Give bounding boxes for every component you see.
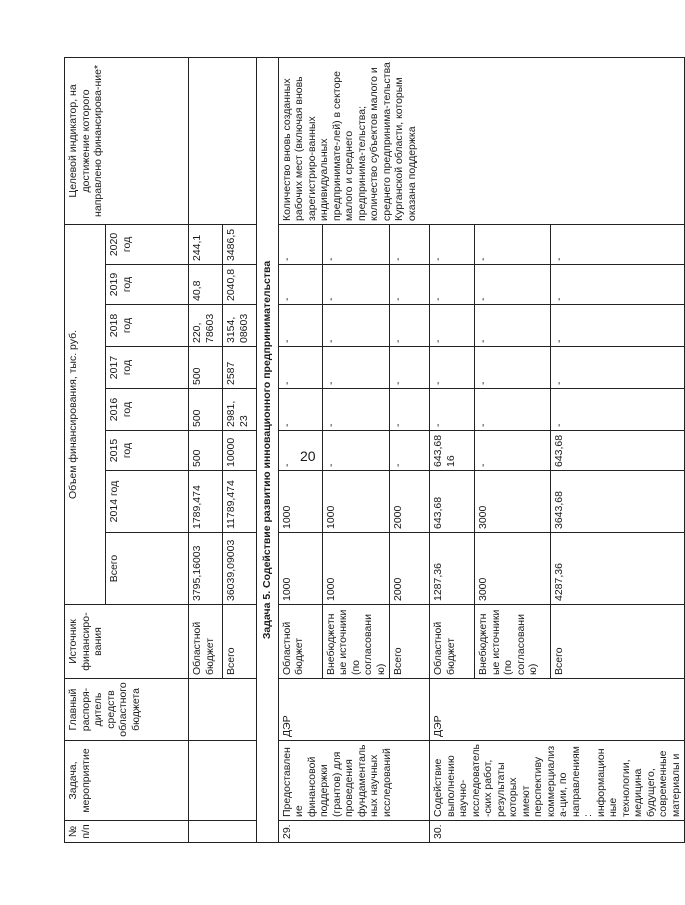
- col-indicator-header: Целевой индикатор, на достижение которого направлено финансирова-ние*: [65, 57, 189, 224]
- task-cell: Содействие выполнению научно-исследователь-ских работ, результаты которых имеют перспективу коммерциализа-ции, по направлениям: информационные технологии, медицина будущего, современные материалы и: [430, 741, 685, 821]
- value-cell: 244,1: [189, 224, 223, 264]
- section-title: Задача 5. Содействие развитию инновационного предпринимательства: [257, 57, 279, 842]
- value-cell: -: [322, 305, 390, 347]
- value-cell: -: [390, 265, 430, 305]
- value-cell: -: [390, 224, 430, 264]
- value-cell: -: [278, 224, 322, 264]
- total-cell: 1287,36: [430, 533, 475, 605]
- value-cell: -: [322, 347, 390, 389]
- total-cell: 3000: [475, 533, 551, 605]
- value-cell: -: [430, 265, 475, 305]
- value-cell: -: [475, 305, 551, 347]
- value-cell: -: [390, 389, 430, 431]
- value-cell: -: [551, 347, 685, 389]
- value-cell: -: [430, 305, 475, 347]
- value-cell: -: [322, 431, 390, 471]
- value-cell: -: [551, 224, 685, 264]
- value-cell: -: [322, 389, 390, 431]
- value-cell: -: [390, 347, 430, 389]
- value-cell: 40,8: [189, 265, 223, 305]
- col-year-header: 2018 год: [106, 305, 189, 347]
- source-cell: Всего: [223, 605, 257, 679]
- col-total-header: Всего: [106, 533, 189, 605]
- col-year-header: 2016 год: [106, 389, 189, 431]
- executor-cell: ДЭР: [430, 679, 685, 741]
- value-cell: -: [278, 431, 322, 471]
- value-cell: 3000: [475, 471, 551, 533]
- total-cell: 3795,16003: [189, 533, 223, 605]
- value-cell: 1000: [278, 471, 322, 533]
- col-year-header: 2015 год: [106, 431, 189, 471]
- value-cell: 643,68: [430, 471, 475, 533]
- value-cell: 2981, 23: [223, 389, 257, 431]
- col-executor-header: Главный распоря-дитель средств областного бюджета: [65, 679, 189, 741]
- value-cell: -: [390, 305, 430, 347]
- value-cell: 500: [189, 389, 223, 431]
- col-year-header: 2014 год: [106, 471, 189, 533]
- source-cell: Областной бюджет: [189, 605, 223, 679]
- value-cell: 1000: [322, 471, 390, 533]
- value-cell: 643,68 16: [430, 431, 475, 471]
- value-cell: 11789,474: [223, 471, 257, 533]
- table-row: [189, 57, 223, 842]
- value-cell: 500: [189, 347, 223, 389]
- funding-table: [64, 57, 685, 843]
- col-num-header: № п/п: [65, 821, 189, 843]
- value-cell: -: [322, 265, 390, 305]
- value-cell: -: [278, 305, 322, 347]
- total-cell: 2000: [390, 533, 430, 605]
- col-source-header: Источник финансиро-вания: [65, 605, 189, 679]
- value-cell: 3643,68: [551, 471, 685, 533]
- value-cell: 500: [189, 431, 223, 471]
- table-row: [278, 57, 322, 842]
- total-cell: 1000: [322, 533, 390, 605]
- value-cell: 3486,5: [223, 224, 257, 264]
- value-cell: -: [475, 347, 551, 389]
- value-cell: 3154, 08603: [223, 305, 257, 347]
- col-year-header: 2017 год: [106, 347, 189, 389]
- value-cell: -: [278, 265, 322, 305]
- value-cell: -: [430, 347, 475, 389]
- task-cell: Предоставление финансовой поддержки (грантов) для проведения фундаментальных научных исследований: [278, 741, 430, 821]
- value-cell: -: [475, 265, 551, 305]
- value-cell: 10000: [223, 431, 257, 471]
- total-cell: 4287,36: [551, 533, 685, 605]
- total-cell: 36039,09003: [223, 533, 257, 605]
- value-cell: -: [390, 431, 430, 471]
- col-year-header: 2019 год: [106, 265, 189, 305]
- value-cell: 2587: [223, 347, 257, 389]
- value-cell: -: [475, 389, 551, 431]
- header-row-1: [65, 57, 106, 842]
- value-cell: 220, 78603: [189, 305, 223, 347]
- source-cell: Областной бюджет: [430, 605, 475, 679]
- value-cell: -: [430, 389, 475, 431]
- value-cell: 643,68: [551, 431, 685, 471]
- source-cell: Областной бюджет: [278, 605, 322, 679]
- rotated-table-wrapper: [64, 58, 682, 843]
- value-cell: -: [278, 347, 322, 389]
- row-number: 29.: [278, 821, 430, 843]
- total-cell: 1000: [278, 533, 322, 605]
- value-cell: -: [475, 431, 551, 471]
- indicator-cell: Количество вновь созданных рабочих мест (включая вновь зарегистриро-ванных индивидуальных предпринимате-лей) в секторе малого и среднего предпринима-тельства; количество субъектов малого и среднего предпринима-тельства Курганской области, которым оказана поддержка: [278, 57, 685, 224]
- row-number: 30.: [430, 821, 685, 843]
- funding-group-header: Объем финансирования, тыс. руб.: [65, 224, 106, 604]
- value-cell: -: [278, 389, 322, 431]
- section-row: [257, 57, 279, 842]
- value-cell: -: [430, 224, 475, 264]
- page-number: 20: [300, 448, 316, 464]
- value-cell: -: [322, 224, 390, 264]
- source-cell: Внебюджетные источники (по согласованию): [322, 605, 390, 679]
- col-task-header: Задача, мероприятие: [65, 741, 189, 821]
- source-cell: Внебюджетные источники (по согласованию): [475, 605, 551, 679]
- source-cell: Всего: [551, 605, 685, 679]
- value-cell: -: [551, 265, 685, 305]
- col-year-header: 2020 год: [106, 224, 189, 264]
- value-cell: 2000: [390, 471, 430, 533]
- source-cell: Всего: [390, 605, 430, 679]
- value-cell: -: [551, 389, 685, 431]
- value-cell: -: [551, 305, 685, 347]
- value-cell: -: [475, 224, 551, 264]
- value-cell: 2040,8: [223, 265, 257, 305]
- executor-cell: ДЭР: [278, 679, 430, 741]
- value-cell: 1789,474: [189, 471, 223, 533]
